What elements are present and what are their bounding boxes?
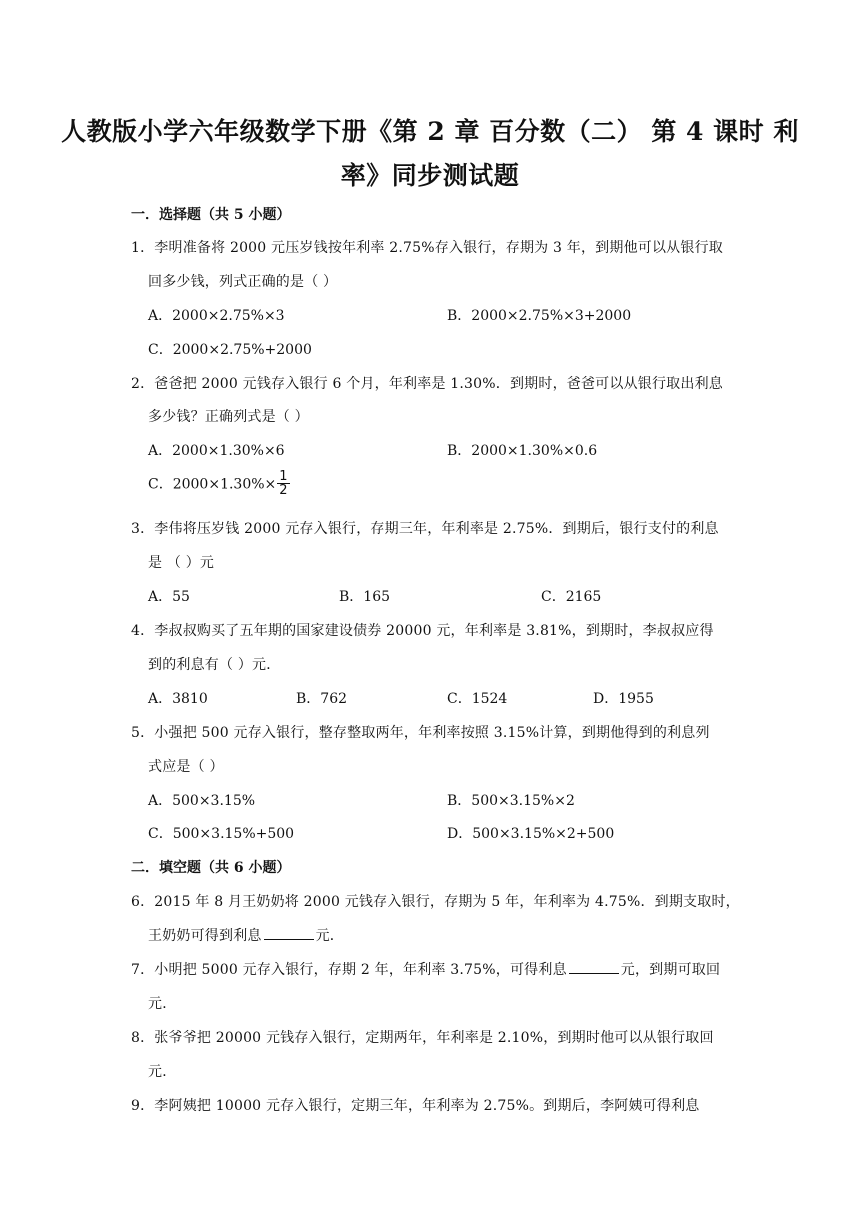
question-4-text: 4．李叔叔购买了五年期的国家建设债券 20000 元，年利率是 3.81%，到期时，李叔叔应得 — [131, 623, 714, 639]
question-5-option-b: B．500×3.15%×2 — [447, 793, 575, 809]
question-4-option-b: B．762 — [296, 691, 348, 707]
question-3-option-a: A．55 — [148, 589, 190, 605]
question-7-text-b: 元，到期可取回 — [620, 962, 721, 978]
question-4-option-a: A．3810 — [148, 691, 208, 707]
question-2-option-b: B．2000×1.30%×0.6 — [447, 443, 598, 459]
question-8-text-cont: 元． — [148, 1064, 177, 1080]
question-4-option-c: C．1524 — [447, 691, 508, 707]
page-title-line-2: 率》同步测试题 — [340, 161, 520, 190]
question-6-text: 6．2015 年 8 月王奶奶将 2000 元钱存入银行，存期为 5 年，年利率为 4.75%．到期支取时， — [131, 894, 740, 910]
page-title-line-1: 人教版小学六年级数学下册《第 2 章 百分数（二） 第 4 课时 利 — [61, 117, 799, 146]
question-3-option-c: C．2165 — [541, 589, 602, 605]
question-5-text: 5．小强把 500 元存入银行，整存整取两年，年利率按照 3.15%计算，到期他得到的利息列 — [131, 725, 710, 741]
question-6-text-cont — [148, 925, 344, 945]
fraction-one-half — [277, 470, 289, 497]
question-5-option-d: D．500×3.15%×2+500 — [447, 826, 615, 842]
answer-blank — [264, 925, 314, 940]
section-heading-fill: 二．填空题（共 6 小题） — [131, 860, 291, 876]
answer-blank — [569, 959, 619, 974]
question-4-option-d: D．1955 — [593, 691, 654, 707]
question-3-text: 3．李伟将压岁钱 2000 元存入银行，存期三年，年利率是 2.75%．到期后，银行支付的利息 — [131, 521, 719, 537]
question-1-option-b: B．2000×2.75%×3+2000 — [447, 308, 632, 324]
question-3-text-cont: 是 （ ）元 — [148, 555, 215, 571]
question-5-text-cont: 式应是（ ） — [148, 759, 224, 775]
question-2-option-a: A．2000×1.30%×6 — [148, 443, 285, 459]
question-1-option-c: C．2000×2.75%+2000 — [148, 342, 312, 358]
question-7-text — [131, 959, 720, 979]
question-8-text: 8．张爷爷把 20000 元钱存入银行，定期两年，年利率是 2.10%，到期时他可以从银行取回 — [131, 1030, 714, 1046]
question-9-text: 9．李阿姨把 10000 元存入银行，定期三年，年利率为 2.75%。到期后，李阿姨可得利息 — [131, 1098, 700, 1114]
fraction-numerator: 1 — [279, 469, 288, 484]
fraction-denominator: 2 — [279, 483, 288, 498]
question-1-text-cont: 回多少钱，列式正确的是（ ） — [148, 274, 338, 290]
question-3-option-b: B．165 — [339, 589, 391, 605]
question-2-option-c-text: C．2000×1.30%× — [148, 476, 277, 493]
question-4-text-cont: 到的利息有（ ）元． — [148, 657, 281, 673]
question-6-text-a: 王奶奶可得到利息 — [148, 928, 262, 944]
question-5-option-a: A．500×3.15% — [148, 793, 256, 809]
question-7-text-cont: 元． — [148, 996, 177, 1012]
question-2-text-cont: 多少钱？正确列式是（ ） — [148, 409, 309, 425]
question-1-text: 1．李明准备将 2000 元压岁钱按年利率 2.75%存入银行，存期为 3 年，到期他可以从银行取 — [131, 240, 723, 256]
section-heading-choice: 一．选择题（共 5 小题） — [131, 207, 291, 223]
question-2-option-c — [148, 470, 290, 497]
question-2-text: 2．爸爸把 2000 元钱存入银行 6 个月，年利率是 1.30%．到期时，爸爸可以从银行取出利息 — [131, 376, 723, 392]
question-7-text-a: 7．小明把 5000 元存入银行，存期 2 年，年利率 3.75%，可得利息 — [131, 962, 567, 978]
question-6-text-b: 元． — [315, 928, 345, 944]
question-5-option-c: C．500×3.15%+500 — [148, 826, 295, 842]
question-1-option-a: A．2000×2.75%×3 — [148, 308, 285, 324]
